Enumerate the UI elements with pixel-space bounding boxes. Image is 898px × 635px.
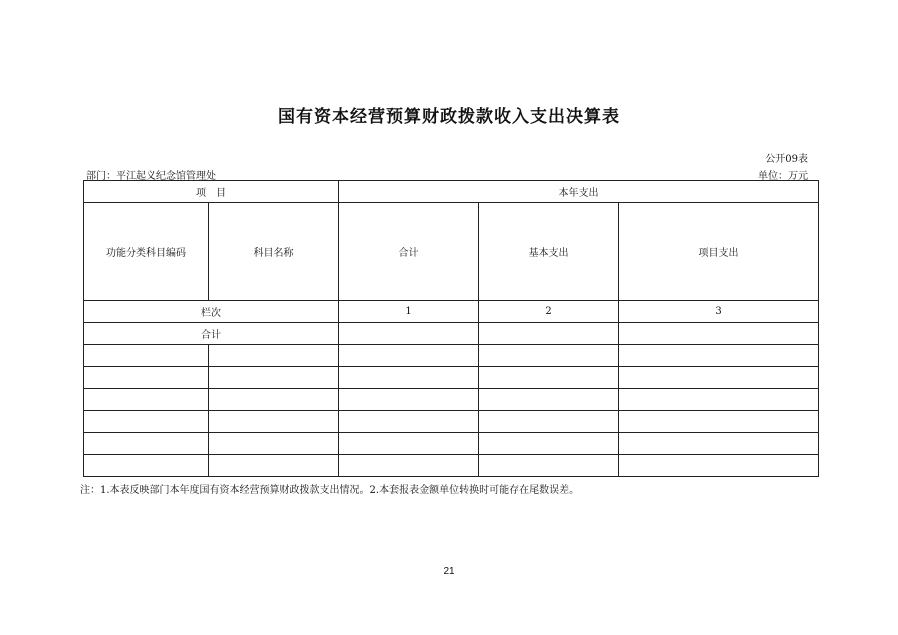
table-cell (619, 389, 819, 411)
table-cell (479, 433, 619, 455)
table-cell (339, 345, 479, 367)
table-cell (209, 455, 339, 477)
table-row (84, 411, 819, 433)
total-cell (619, 323, 819, 345)
table-cell (84, 345, 209, 367)
table-cell (619, 411, 819, 433)
table-cell (479, 411, 619, 433)
header-item: 项 目 (84, 181, 339, 203)
table-row (84, 389, 819, 411)
page-number: 21 (443, 566, 455, 577)
header-func-code: 功能分类科目编码 (84, 203, 209, 301)
table-cell (479, 367, 619, 389)
table-cell (619, 433, 819, 455)
header-total: 合计 (339, 203, 479, 301)
footnote: 注：1.本表反映部门本年度国有资本经营预算财政拨款支出情况。2.本套报表金额单位转换时可能存在尾数误差。 (80, 485, 580, 496)
unit-label: 单位：万元 (758, 171, 808, 182)
table-cell (209, 345, 339, 367)
table-row (84, 455, 819, 477)
header-subject-name: 科目名称 (209, 203, 339, 301)
table-cell (209, 367, 339, 389)
table-subheader-row (84, 203, 819, 301)
column-number-row (84, 301, 819, 323)
table-cell (619, 345, 819, 367)
header-expenditure: 本年支出 (339, 181, 819, 203)
table-cell (339, 433, 479, 455)
header-basic: 基本支出 (479, 203, 619, 301)
table-row (84, 345, 819, 367)
total-row-label: 合计 (84, 323, 339, 345)
table-cell (84, 455, 209, 477)
table-cell (479, 345, 619, 367)
table-cell (339, 389, 479, 411)
table-cell (619, 455, 819, 477)
column-number-label: 栏次 (84, 301, 339, 323)
table-cell (339, 455, 479, 477)
table-cell (84, 367, 209, 389)
column-number-1: 1 (339, 301, 479, 323)
table-cell (84, 433, 209, 455)
table-row (84, 433, 819, 455)
total-cell (339, 323, 479, 345)
table-cell (339, 367, 479, 389)
table-header-row (84, 181, 819, 203)
total-row (84, 323, 819, 345)
table-cell (84, 389, 209, 411)
table-cell (209, 389, 339, 411)
table-row (84, 367, 819, 389)
page-title: 国有资本经营预算财政拨款收入支出决算表 (278, 107, 620, 127)
department-label: 部门：平江起义纪念馆管理处 (86, 171, 216, 182)
total-cell (479, 323, 619, 345)
table-cell (209, 411, 339, 433)
table-cell (84, 411, 209, 433)
column-number-2: 2 (479, 301, 619, 323)
budget-table (83, 180, 819, 477)
table-cell (619, 367, 819, 389)
column-number-3: 3 (619, 301, 819, 323)
form-number: 公开09表 (765, 154, 808, 165)
table-cell (479, 389, 619, 411)
table-cell (479, 455, 619, 477)
table-cell (209, 433, 339, 455)
table-cell (339, 411, 479, 433)
header-project: 项目支出 (619, 203, 819, 301)
